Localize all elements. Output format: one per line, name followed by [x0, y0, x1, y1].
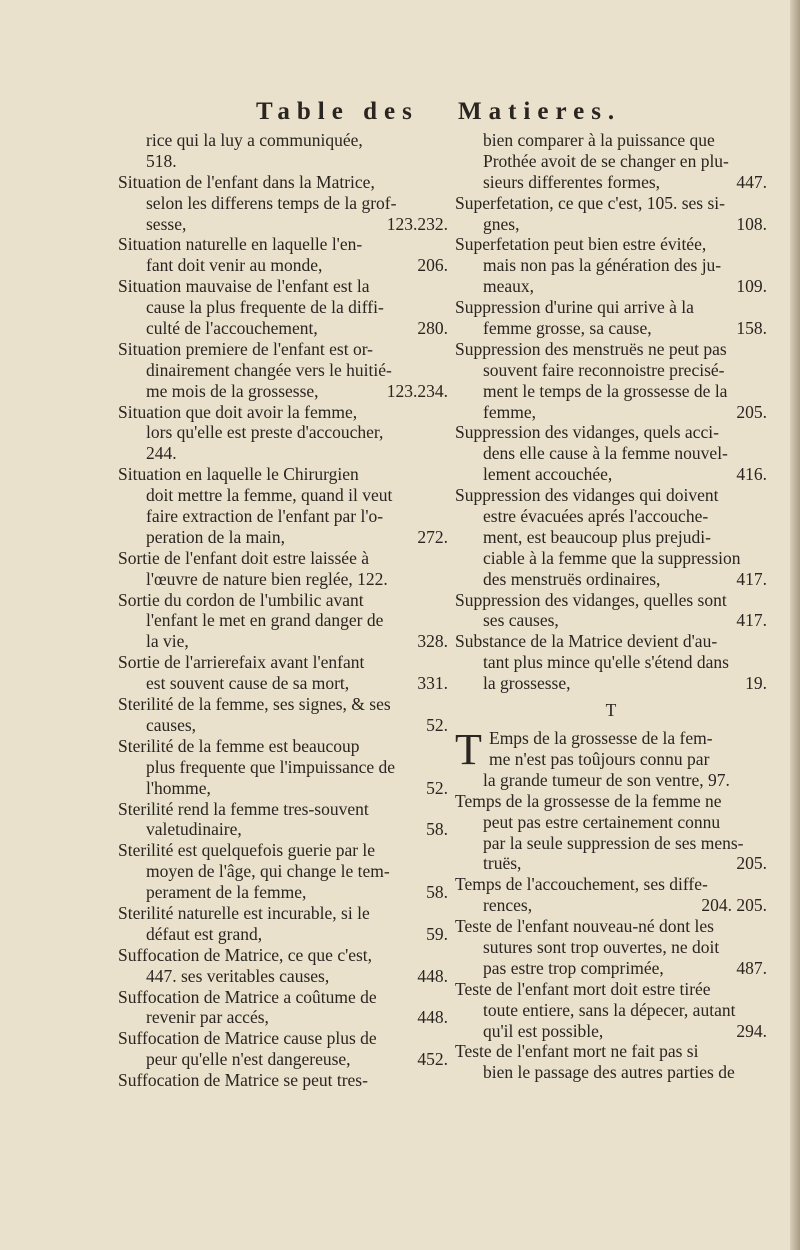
index-line — [455, 673, 767, 694]
index-line — [455, 610, 767, 631]
index-line — [118, 778, 448, 799]
index-entry-text: Suffocation de Matrice se peut tres- — [118, 1070, 368, 1091]
index-line — [455, 193, 767, 214]
index-entry-text: Sortie du cordon de l'umbilic avant — [118, 589, 364, 610]
index-entry-page: 206. — [417, 255, 448, 276]
index-entry-text: Suffocation de Matrice cause plus de — [118, 1028, 377, 1049]
index-line — [118, 255, 448, 276]
index-entry-text: qu'il est possible, — [483, 1020, 604, 1041]
index-line — [455, 979, 767, 1000]
index-line — [455, 652, 767, 673]
index-line — [118, 1007, 448, 1028]
index-line — [455, 464, 767, 485]
index-line — [455, 422, 767, 443]
index-line — [455, 631, 767, 652]
index-entry-text: Sterilité de la femme, ses signes, & ses — [118, 694, 391, 715]
index-line — [455, 791, 767, 812]
index-line — [118, 590, 448, 611]
index-line — [455, 916, 767, 937]
index-entry-text: Teste de l'enfant mort ne fait pas si — [455, 1041, 699, 1062]
index-entry-text: Sortie de l'enfant doit estre laissée à — [118, 547, 369, 568]
index-line — [455, 276, 767, 297]
index-entry-text: Situation premiere de l'enfant est or- — [118, 338, 374, 359]
index-line — [118, 945, 448, 966]
index-line — [455, 590, 767, 611]
index-entry-text: femme, — [483, 401, 536, 422]
index-line — [455, 339, 767, 360]
index-line — [118, 966, 448, 987]
page-edge — [790, 0, 800, 1250]
index-line — [118, 464, 448, 485]
index-entry-text: peration de la main, — [146, 526, 285, 547]
index-line — [118, 276, 448, 297]
index-entry-text: Situation en laquelle le Chirurgien — [118, 464, 359, 485]
index-entry-text: bien le passage des autres parties de — [483, 1062, 735, 1083]
index-entry-text: Temps de l'accouchement, ses diffe- — [455, 874, 708, 895]
index-entry-page: 417. — [736, 568, 767, 589]
index-line — [455, 548, 767, 569]
right-column-bottom — [455, 770, 767, 1083]
index-entry-page: 58. — [426, 882, 448, 903]
index-line — [455, 151, 767, 172]
index-line — [118, 548, 448, 569]
index-entry-page: 448. — [417, 965, 448, 986]
index-entry-text: Suffocation de Matrice a coûtume de — [118, 986, 377, 1007]
index-line — [118, 172, 448, 193]
index-line — [455, 853, 767, 874]
index-entry-text: ment, est beaucoup plus prejudi- — [483, 526, 711, 547]
index-line — [118, 234, 448, 255]
index-entry-text: l'enfant le met en grand danger de — [146, 610, 384, 631]
index-entry-text: lors qu'elle est preste d'accoucher, — [146, 422, 384, 443]
index-entry-text: la grossesse, — [483, 673, 571, 694]
index-entry-page: 272. — [417, 526, 448, 547]
index-entry-text: Teste de l'enfant nouveau-né dont les — [455, 916, 714, 937]
index-line — [118, 757, 448, 778]
index-line — [118, 673, 448, 694]
index-entry-text: rice qui la luy a communiquée, — [146, 130, 363, 150]
index-line — [455, 381, 767, 402]
index-entry-text: valetudinaire, — [146, 819, 242, 840]
index-line — [118, 715, 448, 736]
index-entry-text: Sterilité est quelquefois guerie par le — [118, 840, 376, 861]
index-entry-text: Superfetation peut bien estre évitée, — [455, 234, 707, 255]
index-line — [455, 1062, 767, 1083]
index-line — [118, 799, 448, 820]
index-line — [118, 360, 448, 381]
index-line — [118, 1028, 448, 1049]
index-line — [455, 297, 767, 318]
index-entry-page: 109. — [736, 276, 767, 297]
index-line — [455, 443, 767, 464]
index-line — [455, 569, 767, 590]
index-entry-text: sutures sont trop ouvertes, ne doit — [483, 936, 720, 957]
index-entry-text: toute entiere, sans la dépecer, autant — [483, 999, 736, 1020]
index-line — [455, 130, 767, 151]
index-entry-text: 244. — [146, 443, 177, 464]
index-entry-text: gnes, — [483, 213, 520, 234]
index-line — [455, 958, 767, 979]
index-entry-text: Suppression des vidanges qui doivent — [455, 485, 719, 506]
index-line — [455, 172, 767, 193]
index-line — [455, 1041, 767, 1062]
index-entry-text: Sterilité rend la femme tres-souvent — [118, 798, 369, 819]
index-entry-text: Substance de la Matrice devient d'au- — [455, 631, 718, 652]
index-entry-page: 204. 205. — [701, 895, 767, 916]
index-entry-text: des menstruës ordinaires, — [483, 568, 661, 589]
index-entry-text: est souvent cause de sa mort, — [146, 673, 350, 694]
dropcap-line-2: me n'est pas toûjours connu par — [489, 748, 710, 769]
index-entry-text: Temps de la grossesse de la femme ne — [455, 790, 722, 811]
index-entry-text: revenir par accés, — [146, 1007, 269, 1028]
index-line — [455, 1021, 767, 1042]
dropcap-line-1: Emps de la grossesse de la fem- — [489, 728, 713, 749]
index-line — [455, 1000, 767, 1021]
index-line — [118, 318, 448, 339]
index-entry-text: l'œuvre de nature bien reglée, 122. — [146, 568, 388, 589]
index-line — [455, 937, 767, 958]
index-line — [455, 255, 767, 276]
index-entry-text: selon les differens temps de la grof- — [146, 192, 397, 213]
index-entry-page: 280. — [417, 318, 448, 339]
index-entry-text: causes, — [146, 714, 197, 735]
index-entry-text: me mois de la grossesse, — [146, 380, 319, 401]
index-entry-text: plus frequente que l'impuissance de — [146, 756, 396, 777]
index-entry-page: 416. — [736, 464, 767, 485]
index-entry-text: moyen de l'âge, qui change le tem- — [146, 861, 390, 882]
index-line — [118, 861, 448, 882]
index-entry-text: 447. ses veritables causes, — [146, 965, 330, 986]
index-entry-text: par la seule suppression de ses mens- — [483, 832, 744, 853]
index-entry-page: 487. — [736, 957, 767, 978]
index-line — [455, 360, 767, 381]
index-entry-page: 331. — [417, 673, 448, 694]
index-entry-text: 518. — [146, 150, 177, 171]
index-line — [118, 840, 448, 861]
index-entry-text: Situation mauvaise de l'enfant est la — [118, 276, 370, 297]
index-entry-page: 58. — [426, 819, 448, 840]
index-entry-text: perament de la femme, — [146, 882, 307, 903]
index-entry-text: ciable à la femme que la suppression — [483, 547, 741, 568]
index-entry-text: lement accouchée, — [483, 464, 613, 485]
index-line — [118, 569, 448, 590]
index-line — [118, 694, 448, 715]
index-entry-text: doit mettre la femme, quand il veut — [146, 485, 393, 506]
index-entry-text: Prothée avoit de se changer en plu- — [483, 150, 729, 171]
index-entry-text: défaut est grand, — [146, 923, 263, 944]
index-line — [455, 485, 767, 506]
index-line — [118, 652, 448, 673]
dropcap-paragraph — [455, 725, 767, 775]
index-line — [455, 527, 767, 548]
header-left: Table des — [256, 98, 419, 125]
index-entry-text: Suppression des menstruës ne peut pas — [455, 338, 727, 359]
index-entry-text: ment le temps de la grossesse de la — [483, 380, 728, 401]
index-entry-text: Superfetation, ce que c'est, 105. ses si- — [455, 192, 725, 213]
index-entry-page: 123.234. — [386, 380, 448, 401]
right-column-top — [455, 130, 767, 694]
index-line — [118, 422, 448, 443]
left-column — [118, 130, 448, 1091]
index-line — [118, 381, 448, 402]
index-line — [118, 610, 448, 631]
index-line — [455, 770, 767, 791]
index-line — [118, 506, 448, 527]
index-entry-text: pas estre trop comprimée, — [483, 957, 664, 978]
index-line — [118, 631, 448, 652]
index-entry-text: Sortie de l'arrierefaix avant l'enfant — [118, 652, 365, 673]
index-entry-text: estre évacuées aprés l'accouche- — [483, 506, 709, 527]
index-line — [118, 402, 448, 423]
index-entry-page: 123.232. — [386, 213, 448, 234]
index-entry-page: 205. — [736, 853, 767, 874]
index-entry-text: mais non pas la génération des ju- — [483, 255, 722, 276]
header-right: Matieres. — [458, 98, 622, 125]
index-entry-text: fant doit venir au monde, — [146, 255, 323, 276]
index-entry-text: Teste de l'enfant mort doit estre tirée — [455, 978, 711, 999]
index-entry-page: 19. — [745, 673, 767, 694]
index-line — [455, 833, 767, 854]
index-entry-page: 158. — [736, 318, 767, 339]
index-entry-page: 294. — [736, 1020, 767, 1041]
index-entry-text: souvent faire reconnoistre precisé- — [483, 359, 725, 380]
index-line — [118, 987, 448, 1008]
index-line — [455, 234, 767, 255]
index-entry-page: 52. — [426, 714, 448, 735]
index-line — [118, 485, 448, 506]
index-entry-text: cause la plus frequente de la diffi- — [146, 297, 384, 318]
index-line — [118, 903, 448, 924]
index-line — [455, 214, 767, 235]
index-entry-text: Sterilité de la femme est beaucoup — [118, 735, 360, 756]
index-entry-text: peut pas estre certainement connu — [483, 811, 721, 832]
index-line — [455, 506, 767, 527]
index-entry-text: peur qu'elle n'est dangereuse, — [146, 1049, 351, 1070]
index-entry-text: bien comparer à la puissance que — [483, 130, 715, 150]
running-header — [0, 98, 790, 128]
index-line — [118, 130, 448, 151]
index-line — [455, 318, 767, 339]
index-line — [118, 1049, 448, 1070]
index-line — [118, 819, 448, 840]
index-line — [118, 193, 448, 214]
index-entry-page: 447. — [736, 171, 767, 192]
index-line — [118, 339, 448, 360]
index-entry-page: 417. — [736, 610, 767, 631]
index-entry-text: sesse, — [146, 213, 187, 234]
index-entry-text: dinairement changée vers le huitié- — [146, 359, 392, 380]
index-line — [118, 214, 448, 235]
index-entry-text: Suppression des vidanges, quels acci- — [455, 422, 719, 443]
index-entry-page: 452. — [417, 1049, 448, 1070]
index-entry-text: meaux, — [483, 276, 535, 297]
index-entry-text: ses causes, — [483, 610, 559, 631]
index-entry-text: femme grosse, sa cause, — [483, 318, 652, 339]
index-entry-text: Situation que doit avoir la femme, — [118, 401, 358, 422]
index-line — [455, 812, 767, 833]
index-entry-text: l'homme, — [146, 777, 211, 798]
index-line — [118, 527, 448, 548]
index-entry-page: 52. — [426, 777, 448, 798]
index-line — [118, 297, 448, 318]
index-line — [118, 1070, 448, 1091]
index-line — [118, 443, 448, 464]
index-line — [118, 736, 448, 757]
index-entry-page: 59. — [426, 923, 448, 944]
index-line — [455, 402, 767, 423]
index-entry-text: culté de l'accouchement, — [146, 318, 318, 339]
index-entry-text: rences, — [483, 895, 533, 916]
index-line — [118, 151, 448, 172]
index-entry-text: la grande tumeur de son ventre, 97. — [483, 769, 730, 790]
index-entry-text: dens elle cause à la femme nouvel- — [483, 443, 728, 464]
right-column — [455, 130, 767, 1083]
index-line — [118, 924, 448, 945]
index-entry-text: sieurs differentes formes, — [483, 171, 661, 192]
index-entry-page: 328. — [417, 631, 448, 652]
section-letter — [455, 698, 767, 722]
index-entry-text: faire extraction de l'enfant par l'o- — [146, 506, 384, 527]
index-entry-page: 108. — [736, 213, 767, 234]
index-entry-text: tant plus mince qu'elle s'étend dans — [483, 652, 729, 673]
index-entry-page: 205. — [736, 401, 767, 422]
index-line — [455, 874, 767, 895]
index-entry-text: truës, — [483, 853, 522, 874]
dropcap-letter: T — [455, 725, 482, 775]
index-entry-page: 448. — [417, 1007, 448, 1028]
index-entry-text: Situation naturelle en laquelle l'en- — [118, 234, 363, 255]
index-entry-text: Suffocation de Matrice, ce que c'est, — [118, 944, 373, 965]
index-line — [455, 895, 767, 916]
index-entry-text: Situation de l'enfant dans la Matrice, — [118, 171, 375, 192]
index-entry-text: Suppression des vidanges, quelles sont — [455, 589, 727, 610]
section-letter-text: T — [605, 700, 617, 721]
index-line — [118, 882, 448, 903]
index-entry-text: Suppression d'urine qui arrive à la — [455, 297, 694, 318]
index-entry-text: Sterilité naturelle est incurable, si le — [118, 902, 370, 923]
index-entry-text: la vie, — [146, 631, 189, 652]
